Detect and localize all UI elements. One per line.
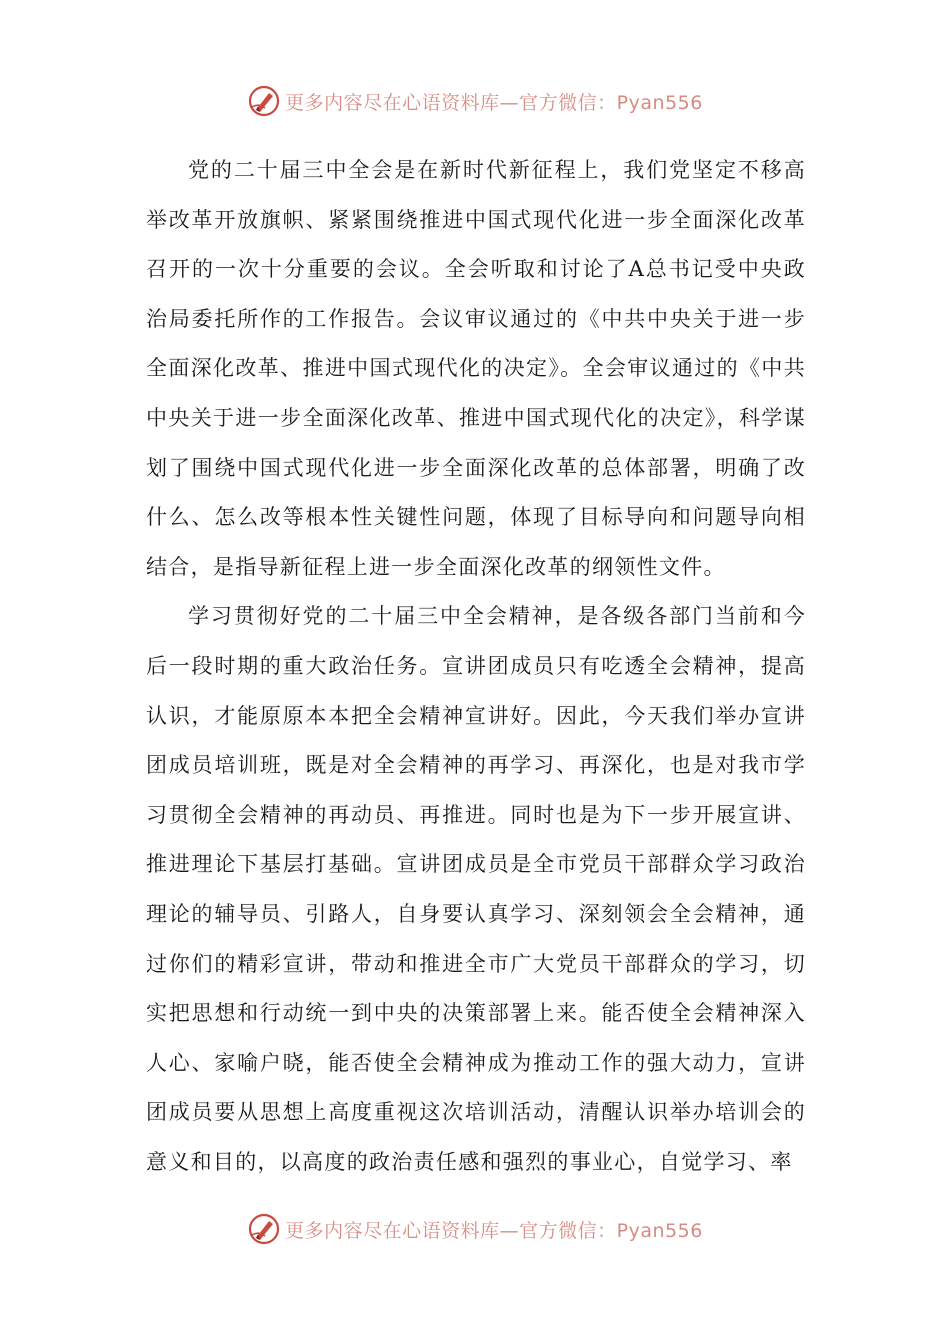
pen-logo-icon <box>247 1212 281 1246</box>
watermark-text: 更多内容尽在心语资料库—官方微信：Pyan556 <box>285 1219 703 1242</box>
footer-watermark <box>0 1212 950 1246</box>
watermark-text: 更多内容尽在心语资料库—官方微信：Pyan556 <box>285 91 703 114</box>
header-watermark <box>0 84 950 118</box>
paragraph-2: 学习贯彻好党的二十届三中全会精神，是各级各部门当前和今后一段时期的重大政治任务。宣讲团成员只有吃透全会精神，提高认识，才能原原本本把全会精神宣讲好。因此，今天我们举办宣讲团成员培训班，既是对全会精神的再学习、再深化，也是对我市学习贯彻全会精神的再动员、再推进。同时也是为下一步开展宣讲、推进理论下基层打基础。宣讲团成员是全市党员干部群众学习政治理论的辅导员、引路人，自身要认真学习、深刻领会全会精神，通过你们的精彩宣讲，带动和推进全市广大党员干部群众的学习，切实把思想和行动统一到中央的决策部署上来。能否使全会精神深入人心、家喻户晓，能否使全会精神成为推动工作的强大动力，宣讲团成员要从思想上高度重视这次培训活动，清醒认识举办培训会的意义和目的，以高度的政治责任感和强烈的事业心，自觉学习、率 <box>146 604 806 1174</box>
document-body <box>146 146 806 1187</box>
paragraph-1: 党的二十届三中全会是在新时代新征程上，我们党坚定不移高举改革开放旗帜、紧紧围绕推进中国式现代化进一步全面深化改革召开的一次十分重要的会议。全会听取和讨论了A总书记受中央政治局委托所作的工作报告。会议审议通过的《中共中央关于进一步全面深化改革、推进中国式现代化的决定》。全会审议通过的《中共中央关于进一步全面深化改革、推进中国式现代化的决定》，科学谋划了围绕中国式现代化进一步全面深化改革的总体部署，明确了改什么、怎么改等根本性关键性问题，体现了目标导向和问题导向相结合，是指导新征程上进一步全面深化改革的纲领性文件。 <box>146 158 806 579</box>
pen-logo-icon <box>247 84 281 118</box>
